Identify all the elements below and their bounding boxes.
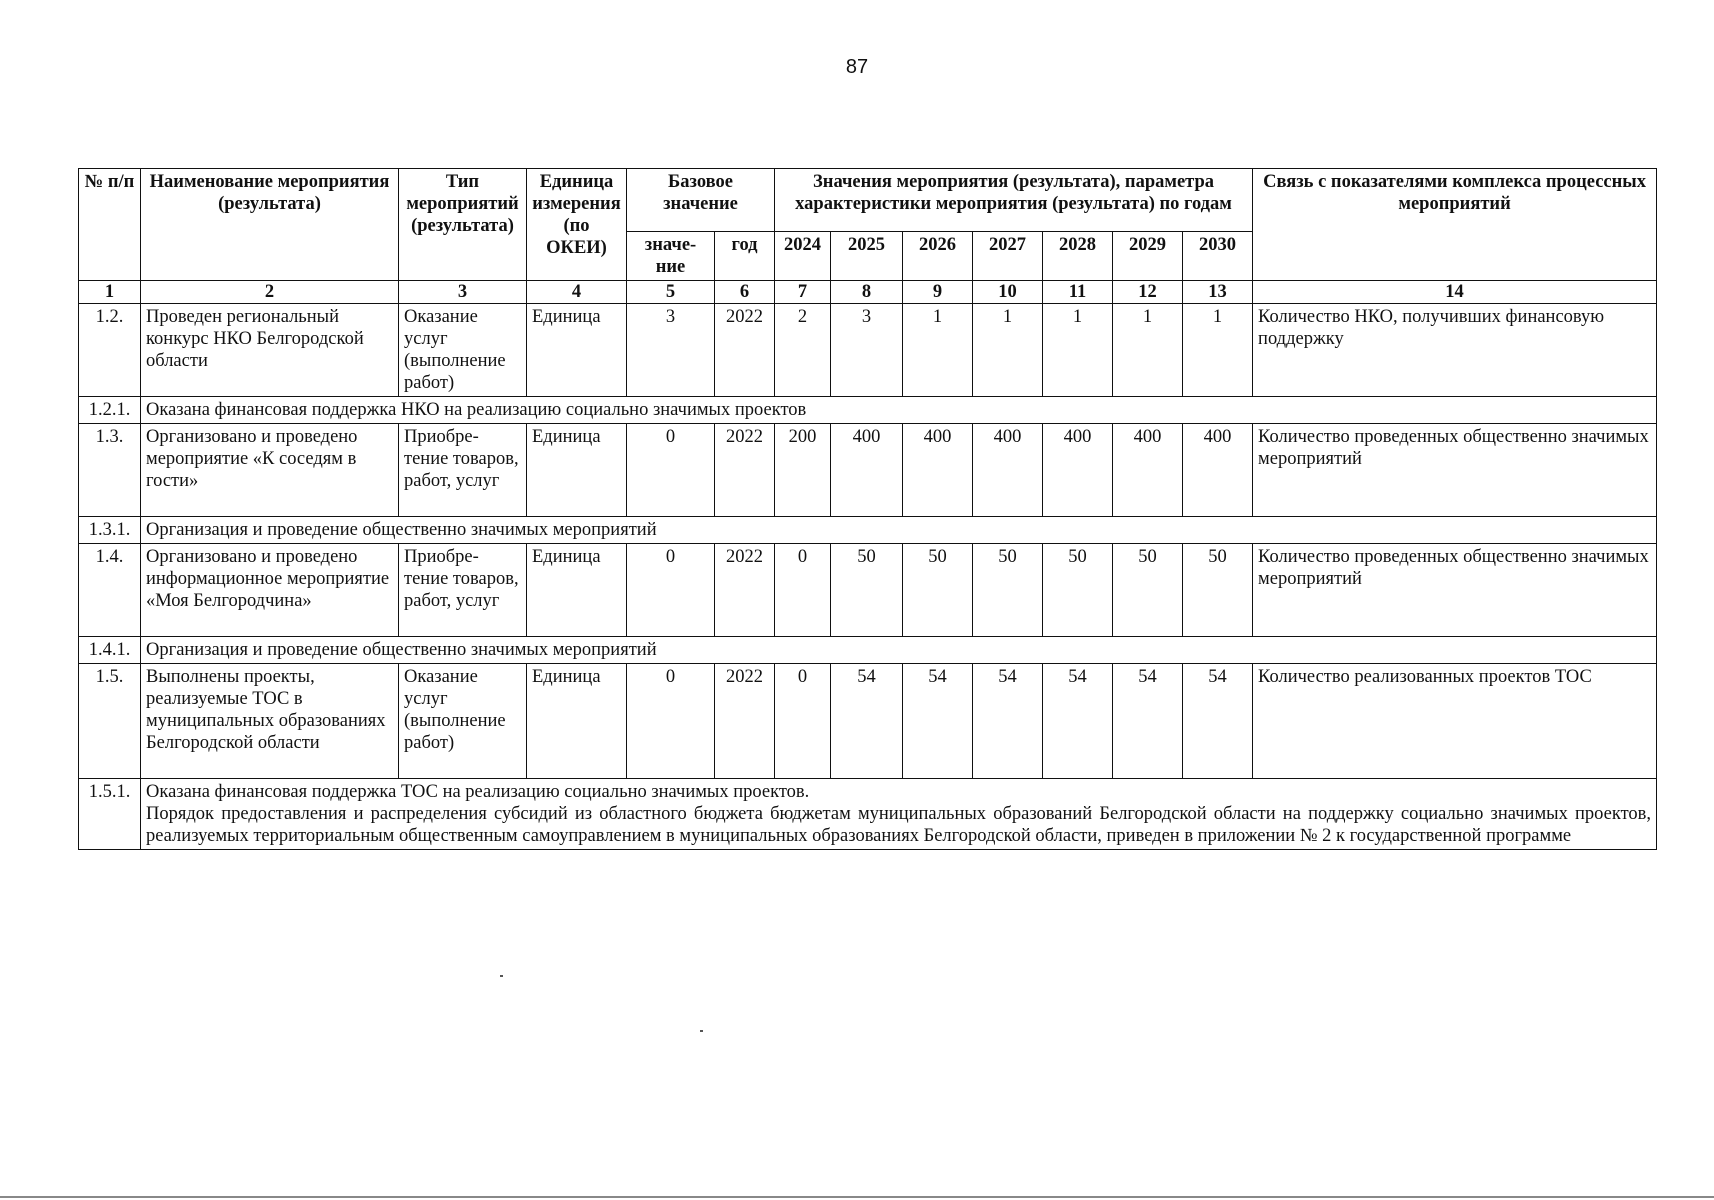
header-row bbox=[79, 169, 1657, 232]
row-unit: Единица bbox=[527, 664, 627, 779]
subrow-num: 1.5.1. bbox=[79, 779, 141, 850]
row-year-value: 50 bbox=[1113, 544, 1183, 637]
row-year-value: 400 bbox=[1183, 424, 1253, 517]
header-name: Наименование мероприятия (результата) bbox=[141, 169, 399, 281]
table-subrow bbox=[79, 779, 1657, 850]
row-year-value: 54 bbox=[1113, 664, 1183, 779]
row-year-value: 400 bbox=[831, 424, 903, 517]
row-year-value: 400 bbox=[903, 424, 973, 517]
subrow-num: 1.2.1. bbox=[79, 397, 141, 424]
row-year-value: 50 bbox=[831, 544, 903, 637]
row-year-value: 50 bbox=[903, 544, 973, 637]
table-subrow bbox=[79, 637, 1657, 664]
subrow-text: Организация и проведение общественно значимых мероприятий bbox=[146, 640, 657, 660]
page-number: 87 bbox=[845, 56, 869, 78]
row-year-value: 0 bbox=[775, 544, 831, 637]
subrow-text-cell bbox=[141, 779, 1657, 850]
column-number: 12 bbox=[1113, 281, 1183, 304]
row-year-value: 50 bbox=[1183, 544, 1253, 637]
row-num: 1.2. bbox=[79, 304, 141, 397]
table-row bbox=[79, 304, 1657, 397]
header-year: 2024 bbox=[775, 232, 831, 281]
row-base-year: 2022 bbox=[715, 544, 775, 637]
table-row bbox=[79, 424, 1657, 517]
row-link: Количество НКО, получивших финансовую поддержку bbox=[1253, 304, 1657, 397]
row-year-value: 400 bbox=[1043, 424, 1113, 517]
column-number-row bbox=[79, 281, 1657, 304]
header-base-year: год bbox=[715, 232, 775, 281]
row-type: Оказание услуг (выполнение работ) bbox=[399, 664, 527, 779]
subrow-text: Организация и проведение общественно значимых мероприятий bbox=[146, 520, 657, 540]
measures-table bbox=[78, 168, 1657, 850]
row-year-value: 54 bbox=[831, 664, 903, 779]
row-year-value: 1 bbox=[903, 304, 973, 397]
header-year: 2025 bbox=[831, 232, 903, 281]
row-year-value: 2 bbox=[775, 304, 831, 397]
table-subrow bbox=[79, 397, 1657, 424]
row-base-year: 2022 bbox=[715, 304, 775, 397]
subrow-text: Оказана финансовая поддержка ТОС на реализацию социально значимых проектов. bbox=[146, 782, 810, 802]
scan-edge bbox=[0, 1196, 1714, 1198]
table-row bbox=[79, 664, 1657, 779]
row-year-value: 0 bbox=[775, 664, 831, 779]
row-type: Приобре-тение товаров, работ, услуг bbox=[399, 424, 527, 517]
row-num: 1.4. bbox=[79, 544, 141, 637]
header-year: 2028 bbox=[1043, 232, 1113, 281]
subrow-text-cell bbox=[141, 397, 1657, 424]
subrow-text-cell bbox=[141, 637, 1657, 664]
row-unit: Единица bbox=[527, 304, 627, 397]
row-year-value: 54 bbox=[1183, 664, 1253, 779]
column-number: 13 bbox=[1183, 281, 1253, 304]
column-number: 7 bbox=[775, 281, 831, 304]
header-year: 2027 bbox=[973, 232, 1043, 281]
scan-speck bbox=[700, 1030, 703, 1032]
subrow-text-extra: Порядок предоставления и распределения субсидий из областного бюджета бюджетам муниципальных образований Белгородской области на поддержку социально значимых проектов, реализуемых территориальным общественным самоуправлением в муниципальных образованиях Белгородской области, приведен в приложении № 2 к государственной программе bbox=[146, 804, 1652, 846]
row-name: Проведен региональный конкурс НКО Белгородской области bbox=[141, 304, 399, 397]
header-link: Связь с показателями комплекса процессных мероприятий bbox=[1253, 169, 1657, 281]
column-number: 3 bbox=[399, 281, 527, 304]
scan-speck bbox=[500, 975, 503, 977]
column-number: 9 bbox=[903, 281, 973, 304]
header-year: 2026 bbox=[903, 232, 973, 281]
row-year-value: 1 bbox=[1043, 304, 1113, 397]
row-year-value: 54 bbox=[903, 664, 973, 779]
header-unit: Единица измерения (по ОКЕИ) bbox=[527, 169, 627, 281]
row-type: Приобре-тение товаров, работ, услуг bbox=[399, 544, 527, 637]
row-name: Выполнены проекты, реализуемые ТОС в муниципальных образованиях Белгородской области bbox=[141, 664, 399, 779]
row-link: Количество проведенных общественно значимых мероприятий bbox=[1253, 424, 1657, 517]
row-year-value: 1 bbox=[973, 304, 1043, 397]
row-year-value: 1 bbox=[1183, 304, 1253, 397]
subrow-num: 1.3.1. bbox=[79, 517, 141, 544]
column-number: 11 bbox=[1043, 281, 1113, 304]
row-name: Организовано и проведено мероприятие «К соседям в гости» bbox=[141, 424, 399, 517]
column-number: 10 bbox=[973, 281, 1043, 304]
row-base-year: 2022 bbox=[715, 424, 775, 517]
row-type: Оказание услуг (выполнение работ) bbox=[399, 304, 527, 397]
row-year-value: 400 bbox=[973, 424, 1043, 517]
column-number: 14 bbox=[1253, 281, 1657, 304]
row-link: Количество реализованных проектов ТОС bbox=[1253, 664, 1657, 779]
row-base-year: 2022 bbox=[715, 664, 775, 779]
column-number: 1 bbox=[79, 281, 141, 304]
column-number: 6 bbox=[715, 281, 775, 304]
table-row bbox=[79, 544, 1657, 637]
row-year-value: 54 bbox=[1043, 664, 1113, 779]
header-base-value: значе-ние bbox=[627, 232, 715, 281]
column-number: 2 bbox=[141, 281, 399, 304]
column-number: 4 bbox=[527, 281, 627, 304]
row-num: 1.3. bbox=[79, 424, 141, 517]
header-values: Значения мероприятия (результата), параметра характеристики мероприятия (результата) по годам bbox=[775, 169, 1253, 232]
row-num: 1.5. bbox=[79, 664, 141, 779]
header-type: Тип мероприятий (результата) bbox=[399, 169, 527, 281]
row-year-value: 3 bbox=[831, 304, 903, 397]
row-year-value: 54 bbox=[973, 664, 1043, 779]
row-name: Организовано и проведено информационное мероприятие «Моя Белгородчина» bbox=[141, 544, 399, 637]
row-year-value: 200 bbox=[775, 424, 831, 517]
row-year-value: 50 bbox=[973, 544, 1043, 637]
row-base-value: 0 bbox=[627, 544, 715, 637]
column-number: 8 bbox=[831, 281, 903, 304]
row-unit: Единица bbox=[527, 424, 627, 517]
row-link: Количество проведенных общественно значимых мероприятий bbox=[1253, 544, 1657, 637]
row-base-value: 0 bbox=[627, 424, 715, 517]
subrow-num: 1.4.1. bbox=[79, 637, 141, 664]
row-year-value: 50 bbox=[1043, 544, 1113, 637]
header-num: № п/п bbox=[79, 169, 141, 281]
row-unit: Единица bbox=[527, 544, 627, 637]
row-year-value: 400 bbox=[1113, 424, 1183, 517]
table-subrow bbox=[79, 517, 1657, 544]
subrow-text-cell bbox=[141, 517, 1657, 544]
row-base-value: 3 bbox=[627, 304, 715, 397]
row-base-value: 0 bbox=[627, 664, 715, 779]
column-number: 5 bbox=[627, 281, 715, 304]
subrow-text: Оказана финансовая поддержка НКО на реализацию социально значимых проектов bbox=[146, 400, 807, 420]
header-year: 2030 bbox=[1183, 232, 1253, 281]
row-year-value: 1 bbox=[1113, 304, 1183, 397]
header-base: Базовое значение bbox=[627, 169, 775, 232]
header-year: 2029 bbox=[1113, 232, 1183, 281]
